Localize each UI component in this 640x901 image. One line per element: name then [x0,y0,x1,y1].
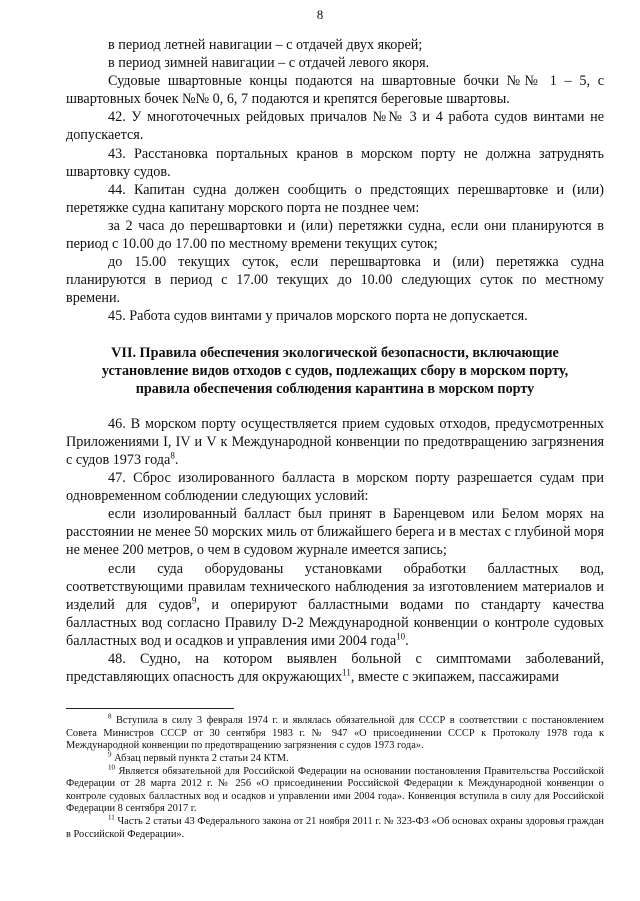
paragraph-end: . [174,451,179,468]
footnote-number: 11 [108,813,115,822]
paragraph-47-condition-1: если изолированный балласт был принят в Баренцевом или Белом морях на расстоянии не менее 50 морских миль от ближайшего берега и в местах с глубиной моря не менее 200 метров, о чем в судовом журнале имеется запись; [66,506,604,559]
page-number: 8 [316,7,324,22]
footnote-ref: 11 [342,667,351,678]
footnote-number: 10 [108,763,115,772]
paragraph: Судовые швартовные концы подаются на швартовные бочки №№ 1 – 5, с швартовных бочек №№ 0, 6, 7 подаются и крепятся береговые швартовы. [66,73,604,108]
footnote [66,813,604,841]
paragraph: за 2 часа до перешвартовки и (или) перетяжки судна, если они планируются в период с 10.00 до 17.00 по местному времени текущих суток; [66,217,604,253]
paragraph: 44. Капитан судна должен сообщить о предстоящих перешвартовке и (или) перетяжке судна капитану морского порта не позднее чем: [66,181,604,216]
document-body [66,36,604,841]
footnotes [66,712,604,841]
section-heading [66,344,604,398]
paragraph-text: 48. Судно, на котором выявлен больной с симптомами заболеваний, представляющих опасность для окружающих [66,651,604,686]
paragraph-47: 47. Сброс изолированного балласта в морском порту разрешается судам при одновременном соблюдении следующих условий: [66,470,604,505]
section-heading-line: VII. Правила обеспечения экологической безопасности, включающие [111,344,559,361]
paragraph: 43. Расстановка портальных кранов в морском порту не должна затруднять швартовку судов. [66,145,604,180]
paragraph-46 [66,415,604,469]
paragraph: 42. У многоточечных рейдовых причалов №№ 3 и 4 работа судов винтами не допускается. [66,109,604,144]
paragraph: в период летней навигации – с отдачей двух якорей; [108,37,423,53]
footnote-text: Абзац первый пункта 2 статьи 24 КТМ. [111,752,289,764]
paragraph-text: , вместе с экипажем, пассажирами [350,669,559,686]
paragraph: в период зимней навигации – с отдачей левого якоря. [108,55,430,72]
footnote-ref: 10 [396,631,406,642]
footnote-number: 8 [108,712,112,721]
footnote [66,763,604,816]
paragraph: до 15.00 текущих суток, если перешвартовка и (или) перетяжка судна планируются в период с 17.00 текущих до 10.00 следующих суток по местному времени. [66,254,604,307]
footnote-text: Часть 2 статьи 43 Федерального закона от 21 ноября 2011 г. № 323-ФЗ «Об основах охраны здоровья граждан в Российской Федерации». [66,815,604,840]
paragraph-end: . [405,632,409,649]
footnote-number: 9 [108,750,112,759]
footnote-text: Вступила в силу 3 февраля 1974 г. и являлась обязательной для СССР в соответствии с постановлением Совета Министров СССР от 30 сентября 1983 г. № 947 «О присоединении СССР к Протоколу 1978 года к Международной конвенции по предотвращению загрязнения с судов 1973 года». [66,715,604,752]
paragraph-text: если суда оборудованы установками обработки балластных вод, соответствующими правилам технического наблюдения за изготовлением материалов и изделий для судов [66,560,604,613]
paragraph-text: , и оперируют балластными водами по стандарту качества балластных вод согласно Правилу D-2 Международной конвенции о контроле судовых балластных вод и осадков и управления ими 2004 года [66,596,605,649]
paragraph-text: 46. В морском порту осуществляется прием судовых отходов, предусмотренных Приложениями I, IV и V к Международной конвенции по предотвращению загрязнения с судов 1973 года [66,415,604,468]
footnote [66,750,604,766]
paragraph-48 [66,650,604,686]
footnote-ref: 9 [191,594,197,605]
footnote-divider [66,708,234,709]
section-heading-line: правила обеспечения соблюдения карантина в морском порту [135,380,535,397]
paragraph: 45. Работа судов винтами у причалов морского порта не допускается. [108,308,528,325]
footnote-ref: 8 [170,450,175,461]
section-heading-line: установление видов отходов с судов, подлежащих сбору в морском порту, [101,362,569,379]
footnote-text: Является обязательной для Российской Федерации на основании постановления Правительства Российской Федерации от 28 марта 2012 г. № 256 «О присоединении Российской Федерации к Международной конвенции о контроле судовых балластных вод и осадков и управлении ими 2004 года». Конвенция вступила в силу для Российской Федерации 8 сентября 2017 г. [66,765,604,815]
paragraph-47-condition-2 [66,560,604,650]
footnote [66,712,604,753]
